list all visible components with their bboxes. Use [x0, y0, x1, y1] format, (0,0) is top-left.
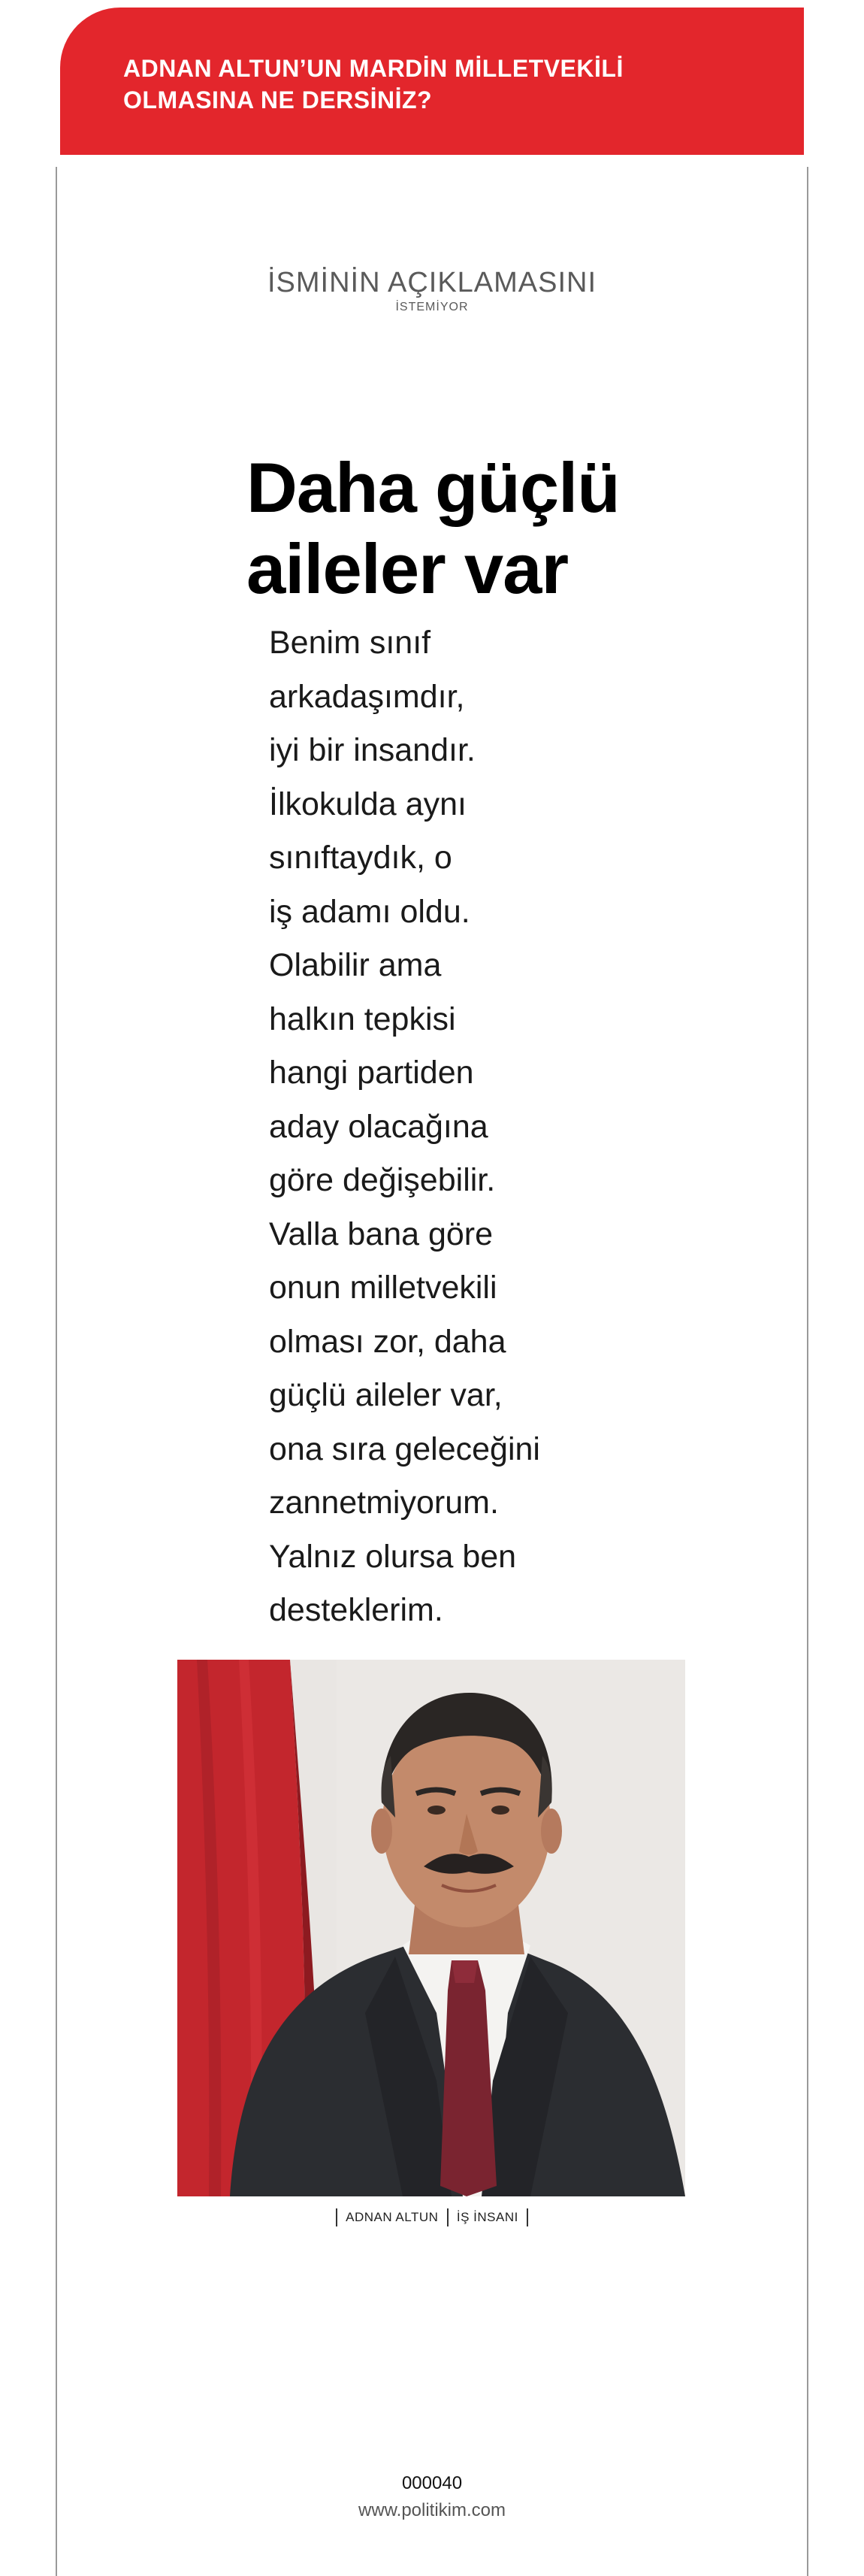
header-banner — [60, 8, 804, 155]
headline-line-1: Daha güçlü — [246, 448, 620, 527]
kicker-main: İSMİNİN AÇIKLAMASINI — [267, 267, 597, 298]
body-line: ona sıra geleceğini — [269, 1430, 540, 1467]
body-line: halkın tepkisi — [269, 1000, 456, 1037]
caption-name: ADNAN ALTUN — [346, 2210, 439, 2224]
kicker — [0, 267, 864, 314]
header-title-line-2: OLMASINA NE DERSİNİZ? — [123, 86, 433, 114]
body-line: onun milletvekili — [269, 1270, 497, 1306]
body-line: aday olacağına — [269, 1108, 488, 1145]
caption-divider — [336, 2208, 337, 2226]
body-line: Benim sınıf — [269, 625, 431, 661]
article-body — [269, 616, 592, 1638]
header-title — [123, 53, 784, 116]
photo-caption — [0, 2208, 864, 2226]
body-line: iyi bir insandır. — [269, 732, 476, 768]
kicker-sub: İSTEMİYOR — [395, 301, 469, 313]
page-number: 000040 — [401, 2473, 463, 2493]
header-title-line-1: ADNAN ALTUN’UN MARDİN MİLLETVEKİLİ — [123, 55, 624, 82]
body-line: güçlü aileler var, — [269, 1377, 503, 1413]
portrait-photo — [177, 1660, 685, 2196]
body-line: Valla bana göre — [269, 1215, 494, 1252]
body-line: Olabilir ama — [269, 947, 442, 983]
caption-role: İŞ İNSANI — [456, 2210, 518, 2224]
body-line: sınıftaydık, o — [269, 840, 452, 876]
caption-divider — [527, 2208, 528, 2226]
headline-line-2: aileler var — [246, 529, 569, 608]
body-line: Yalnız olursa ben — [269, 1538, 517, 1575]
body-line: hangi partiden — [269, 1055, 474, 1091]
site-url[interactable]: www.politikim.com — [358, 2500, 506, 2520]
body-line: desteklerim. — [269, 1592, 443, 1628]
body-line: göre değişebilir. — [269, 1162, 496, 1198]
caption-divider — [447, 2208, 449, 2226]
body-line: arkadaşımdır, — [269, 678, 465, 715]
portrait-illustration — [177, 1660, 685, 2196]
body-line: zannetmiyorum. — [269, 1485, 499, 1521]
headline — [246, 447, 637, 610]
body-line: olması zor, daha — [269, 1323, 506, 1360]
body-line: İlkokulda aynı — [269, 786, 467, 822]
body-line: iş adamı oldu. — [269, 893, 470, 930]
